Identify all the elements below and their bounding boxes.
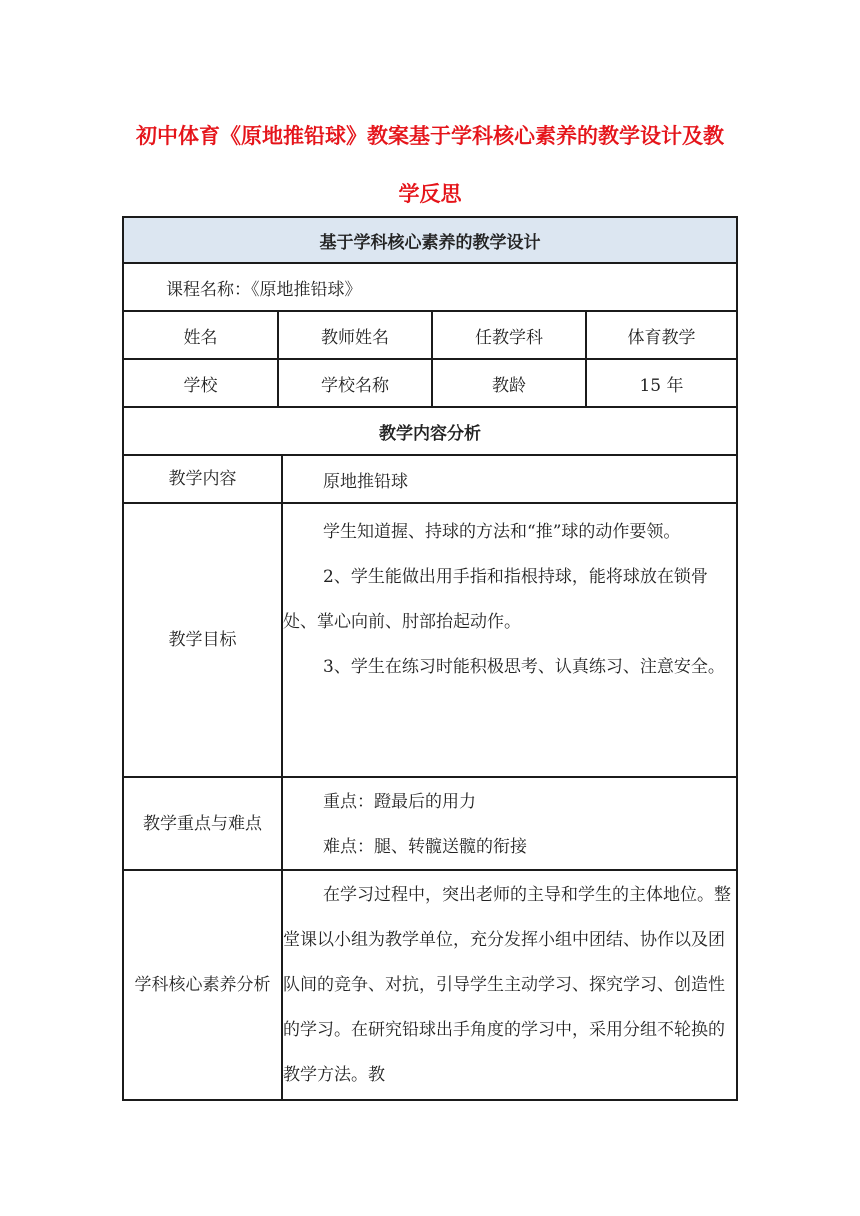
keypoint-item: 难点：腿、转髋送髋的衔接 — [323, 837, 527, 857]
subject-value: 体育教学 — [585, 312, 736, 358]
course-row — [122, 264, 738, 312]
core-literacy-text: 在学习过程中，突出老师的主导和学生的主体地位。整堂课以小组为教学单位，充分发挥小组中团结、协作以及团队间的竞争、对抗，引导学生主动学习、探究学习、创造性的学习。在研究铅球出手角度的学习中，采用分组不轮换的教学方法。教 — [283, 885, 731, 1085]
table-header: 基于学科核心素养的教学设计 — [124, 218, 736, 262]
goal-item: 3、学生在练习时能积极思考、认真练习、注意安全。 — [323, 657, 725, 677]
keypoint-item: 重点：蹬最后的用力 — [323, 792, 476, 812]
document-title-line1: 初中体育《原地推铅球》教案基于学科核心素养的教学设计及教 — [136, 124, 724, 148]
keypoints-row — [122, 778, 738, 871]
name-label: 姓名 — [183, 327, 218, 348]
school-label: 学校 — [183, 375, 218, 396]
core-literacy-content — [281, 871, 736, 1099]
goals-row — [122, 504, 738, 778]
analysis-section-title: 教学内容分析 — [379, 423, 481, 444]
teaching-years-value: 15 年 — [585, 360, 736, 406]
core-literacy-row — [122, 871, 738, 1101]
content-label: 教学内容 — [168, 469, 237, 489]
info-row-1 — [122, 312, 738, 360]
teacher-name: 教师姓名 — [277, 312, 431, 358]
table-header-row — [122, 216, 738, 264]
core-literacy-label: 学科核心素养分析 — [134, 975, 271, 995]
goals-label: 教学目标 — [168, 630, 237, 650]
lesson-plan-table — [122, 216, 738, 1101]
document-title-line2: 学反思 — [398, 182, 462, 206]
goal-item: 2、学生能做出用手指和指根持球，能将球放在锁骨处、掌心向前、肘部抬起动作。 — [283, 567, 708, 632]
teaching-years-label: 教龄 — [431, 360, 585, 406]
content-row — [122, 456, 738, 504]
goal-item: 学生知道握、持球的方法和“推”球的动作要领。 — [323, 522, 681, 542]
info-row-2 — [122, 360, 738, 408]
course-name: 课程名称：《原地推铅球》 — [166, 279, 362, 300]
keypoints-content — [281, 778, 736, 869]
school-name: 学校名称 — [277, 360, 431, 406]
keypoints-label: 教学重点与难点 — [143, 813, 262, 834]
goals-content — [281, 504, 736, 776]
analysis-section-row — [122, 408, 738, 456]
subject-label: 任教学科 — [431, 312, 585, 358]
content-value: 原地推铅球 — [281, 456, 736, 502]
